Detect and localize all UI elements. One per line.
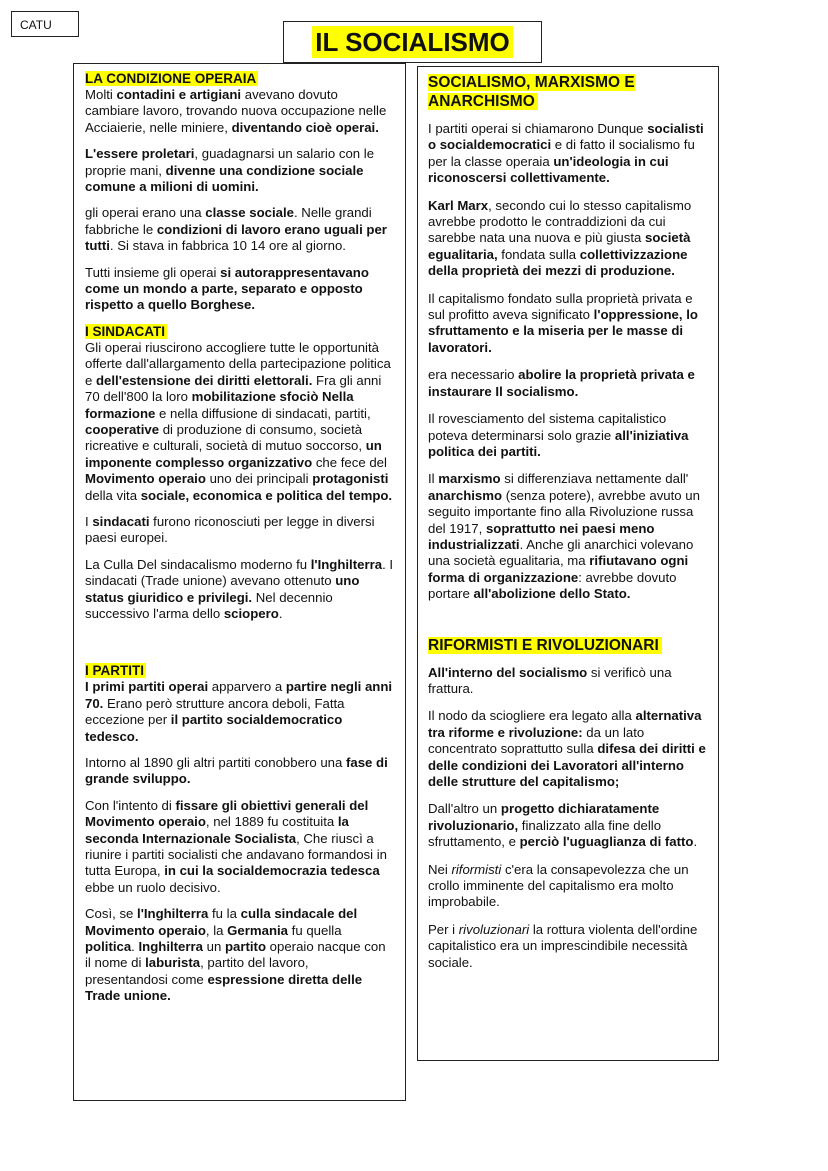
text: uno dei principali xyxy=(205,471,313,487)
bold-text: sindacati xyxy=(92,513,150,529)
paragraph xyxy=(85,146,395,195)
text: Il nodo da sciogliere era legato alla xyxy=(428,708,636,724)
text: . xyxy=(131,939,139,955)
bold-text: il partito socialdemocratico tedesco. xyxy=(85,712,343,744)
corner-label: CATU xyxy=(11,11,79,37)
bold-text: L'essere proletari xyxy=(85,146,195,162)
text: Nei xyxy=(428,861,452,877)
text: . Nelle grandi fabbriche le xyxy=(85,205,372,237)
text: operaio nacque con il nome di xyxy=(85,939,386,971)
italic-text: rivoluzionari xyxy=(458,921,530,937)
text: , secondo cui lo stesso capitalismo avrebbe prodotto le contraddizioni da cui sarebbe nata una nuova e più giusta xyxy=(428,197,692,246)
text: fondata sulla xyxy=(497,246,580,262)
paragraph xyxy=(428,198,709,280)
text: Il rovesciamento del sistema capitalistico poteva determinarsi solo grazie xyxy=(428,411,667,443)
text: . I sindacati (Trade unione) avevano ottenuto xyxy=(85,556,394,589)
bold-text: All'interno del socialismo xyxy=(428,664,588,680)
text: e nella diffusione di sindacati, partiti, xyxy=(155,405,371,421)
text: di produzione di consumo, società ricreative e culturali, società di mutuo soccorso, xyxy=(85,421,366,454)
bold-text: fase di grande sviluppo. xyxy=(85,755,388,787)
text: la rottura violenta dell'ordine capitalistico era un imprescindibile necessità sociale. xyxy=(428,921,698,970)
text: , guadagnarsi un salario con le proprie mani, xyxy=(85,146,375,178)
bold-text: l'Inghilterra xyxy=(310,556,383,572)
text: Intorno al 1890 gli altri partiti conobbero una xyxy=(85,755,346,770)
bold-text: Inghilterra xyxy=(138,939,203,955)
text: fu quella xyxy=(288,922,342,938)
text: Nel decennio successivo l'arma dello xyxy=(85,589,333,621)
text: . xyxy=(278,605,283,621)
title-box xyxy=(283,21,542,63)
text: si verificò una frattura. xyxy=(428,664,672,696)
text: : avrebbe dovuto portare xyxy=(428,569,677,602)
paragraph xyxy=(428,862,709,911)
text: , nel 1889 fu costituita xyxy=(205,814,338,830)
text: I xyxy=(85,513,93,529)
text: . xyxy=(693,834,698,850)
text: si differenziava nettamente dall' xyxy=(500,471,689,487)
text: Il xyxy=(428,471,439,487)
text: I partiti operai si chiamarono Dunque xyxy=(428,121,648,136)
text: un xyxy=(202,939,225,955)
heading-riformisti-rivoluzionari: RIFORMISTI E RIVOLUZIONARI xyxy=(428,636,709,655)
bold-text: partire negli anni 70. xyxy=(85,679,393,711)
bold-text: marxismo xyxy=(438,471,501,487)
bold-text: classe sociale xyxy=(205,205,294,221)
text: Molti xyxy=(85,87,117,102)
text: ebbe un ruolo decisivo. xyxy=(85,879,221,895)
bold-text: un'ideologia in cui riconoscersi collettivamente. xyxy=(428,153,669,186)
text: c'era la consapevolezza che un crollo imminente del capitalismo era molto improbabile. xyxy=(428,861,689,910)
text: Dall'altro un xyxy=(428,801,501,817)
heading-sindacati: I SINDACATI xyxy=(85,323,165,339)
text: Con l'intento di xyxy=(85,797,176,813)
bold-text: Karl Marx xyxy=(428,197,489,213)
bold-text: Movimento operaio xyxy=(85,471,206,487)
text: che fece del xyxy=(312,454,387,470)
bold-text: difesa dei diritti e delle condizioni dei Lavoratori all'interno delle strutture del capitalismo; xyxy=(428,741,706,789)
text: e di fatto il socialismo fu per la classe operaia xyxy=(428,137,695,169)
bold-text: perciò l'uguaglianza di fatto xyxy=(519,834,694,850)
bold-text: in cui la socialdemocrazia tedesca xyxy=(164,863,380,879)
page-title: IL SOCIALISMO xyxy=(312,26,513,58)
heading-partiti: I PARTITI xyxy=(85,663,144,679)
text: gli operai erano una xyxy=(85,205,206,221)
text: Tutti insieme gli operai xyxy=(85,264,221,280)
text: Fra gli anni 70 dell'800 la loro xyxy=(85,372,382,405)
paragraph xyxy=(428,708,709,790)
bold-text: si autorappresentavano come un mondo a parte, separato e opposto rispetto a quello Borghese. xyxy=(85,264,369,313)
bold-text: I primi partiti operai xyxy=(85,679,209,695)
heading-socialismo-marxismo-anarchismo: SOCIALISMO, MARXISMO E ANARCHISMO xyxy=(428,74,635,110)
text: era necessario xyxy=(428,367,519,383)
bold-text: mobilitazione sfociò Nella formazione xyxy=(85,389,354,421)
paragraph xyxy=(85,906,395,1004)
paragraph xyxy=(428,922,709,971)
bold-text: sociale, economica e politica del tempo. xyxy=(140,487,393,503)
heading-condizione-operaia: LA CONDIZIONE OPERAIA xyxy=(85,71,257,86)
bold-text: uno status giuridico e privilegi. xyxy=(85,573,360,605)
bold-text: partito xyxy=(224,939,267,955)
bold-text: condizioni di lavoro erano uguali per tutti xyxy=(85,221,387,254)
bold-text: alternativa tra riforme e rivoluzione: xyxy=(428,708,702,740)
italic-text: riformisti xyxy=(451,861,502,877)
paragraph xyxy=(428,411,709,460)
text: della vita xyxy=(85,487,141,503)
bold-text: diventando cioè operai. xyxy=(231,119,379,135)
bold-text: espressione diretta delle Trade unione. xyxy=(85,971,363,1004)
bold-text: rifiutavano ogni forma di organizzazione xyxy=(428,553,689,585)
bold-text: collettivizzazione della proprietà dei mezzi di produzione. xyxy=(428,246,688,279)
bold-text: dell'estensione dei diritti elettorali. xyxy=(96,372,313,388)
text: finalizzato alla fine dello sfruttamento, e xyxy=(428,817,662,850)
text: , Che riuscì a riunire i partiti socialisti che andavano formandosi in tutta Europa, xyxy=(85,830,387,879)
text: Per i xyxy=(428,921,459,937)
bold-text: sciopero xyxy=(223,605,279,621)
right-column xyxy=(417,66,719,1061)
bold-text: fissare gli obiettivi generali del Movimento operaio xyxy=(85,797,369,830)
paragraph xyxy=(85,798,395,896)
text: apparvero a xyxy=(208,679,286,695)
text: . Si stava in fabbrica 10 14 ore al giorno. xyxy=(109,238,346,254)
paragraph xyxy=(85,755,395,788)
text: La Culla Del sindacalismo moderno fu xyxy=(85,556,311,572)
paragraph xyxy=(428,121,709,187)
paragraph xyxy=(85,340,395,504)
text: (senza potere), avrebbe avuto un seguito importante fino alla Rivoluzione russa del 1917, xyxy=(428,487,700,536)
bold-text: società egualitaria, xyxy=(428,230,691,262)
text: Erano però strutture ancora deboli, Fatta eccezione per xyxy=(85,695,345,728)
text: , la xyxy=(205,922,228,938)
bold-text: cooperative xyxy=(85,421,160,437)
paragraph xyxy=(85,87,395,136)
bold-text: anarchismo xyxy=(428,487,503,503)
paragraph xyxy=(85,679,395,745)
bold-text: contadini e artigiani xyxy=(116,87,242,102)
text: furono riconosciuti per legge in diversi paesi europei. xyxy=(85,513,375,546)
bold-text: un imponente complesso organizzativo xyxy=(85,438,382,470)
bold-text: all'abolizione dello Stato. xyxy=(473,586,631,602)
paragraph xyxy=(428,801,709,850)
bold-text: l'oppressione, lo sfruttamento e la miseria per le masse di lavoratori. xyxy=(428,307,698,355)
paragraph xyxy=(428,471,709,602)
paragraph xyxy=(85,557,395,623)
bold-text: abolire la proprietà privata e instaurare Il socialismo. xyxy=(428,367,695,399)
paragraph xyxy=(428,665,709,698)
paragraph xyxy=(428,291,709,357)
bold-text: politica xyxy=(85,939,132,955)
bold-text: laburista xyxy=(145,955,201,971)
text: avevano dovuto cambiare lavoro, trovando nuova occupazione nelle Acciaierie, nelle miniere, xyxy=(85,87,387,135)
text: Gli operai riuscirono accogliere tutte le opportunità offerte dall'allargamento della partecipazione politica e xyxy=(85,339,391,388)
paragraph xyxy=(85,514,395,547)
text: Il capitalismo fondato sulla proprietà privata e sul profitto aveva significato xyxy=(428,290,693,323)
left-column xyxy=(73,63,406,1101)
text: da un lato concentrato soprattutto sulla xyxy=(428,724,645,757)
bold-text: Germania xyxy=(227,922,289,938)
bold-text: progetto dichiaratamente rivoluzionario, xyxy=(428,801,660,833)
paragraph xyxy=(85,265,395,314)
bold-text: all'iniziativa politica dei partiti. xyxy=(428,427,689,459)
text: , partito del lavoro, presentandosi come xyxy=(85,955,309,987)
bold-text: l'Inghilterra xyxy=(137,906,209,922)
text: Così, se xyxy=(85,906,138,922)
bold-text: protagonisti xyxy=(312,471,389,487)
text: . Anche gli anarchici volevano una società egualitaria, ma xyxy=(428,536,694,569)
bold-text: divenne una condizione sociale comune a milioni di uomini. xyxy=(85,162,364,195)
bold-text: soprattutto nei paesi meno industrializzati xyxy=(428,520,655,552)
paragraph xyxy=(428,367,709,400)
paragraph xyxy=(85,205,395,254)
text: fu la xyxy=(208,906,241,922)
bold-text: culla sindacale del Movimento operaio xyxy=(85,906,358,938)
bold-text: la seconda Internazionale Socialista xyxy=(85,814,349,846)
bold-text: socialisti o socialdemocratici xyxy=(428,121,704,153)
